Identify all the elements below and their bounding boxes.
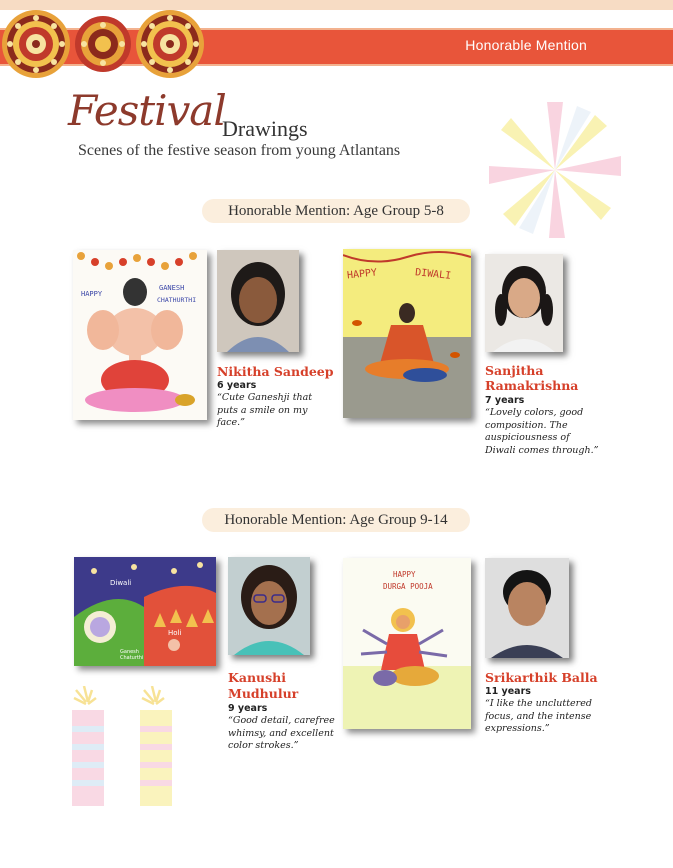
art-text-diwali: Diwali: [110, 579, 132, 587]
art-text-happy: HAPPY: [81, 290, 103, 298]
entrant-age-kanushi: 9 years: [228, 703, 268, 714]
judge-quote-kanushi: “Good detail, carefree whimsy, and excellent color strokes.”: [228, 715, 335, 751]
art-text-durga-pooja: DURGA POOJA: [383, 582, 433, 591]
entrant-name-srikarthik: Srikarthik Balla: [485, 670, 598, 685]
drawing-ganesh: [73, 250, 207, 420]
entrant-name-sanjitha-first: Sanjitha: [485, 363, 544, 378]
judge-quote-srikarthik: “I like the uncluttered focus, and the intense expressions.”: [485, 698, 592, 734]
firework-burst-icon: [485, 100, 625, 240]
header-band-title: Honorable Mention: [465, 37, 587, 53]
section-heading-age-5-8: Honorable Mention: Age Group 5-8: [202, 199, 470, 223]
entrant-name-kanushi-first: Kanushi: [228, 670, 287, 685]
photo-kanushi: [228, 557, 310, 655]
title-script: Festival: [68, 86, 226, 135]
art-text-chathurthi: CHATHURTHI: [157, 296, 197, 304]
entrant-age-srikarthik: 11 years: [485, 686, 531, 697]
mandala-ornament-icon: [0, 6, 210, 82]
art-text-holi: Holi: [168, 629, 182, 637]
photo-srikarthik: [485, 558, 569, 658]
page-subtitle: Scenes of the festive season from young Atlantans: [78, 142, 401, 159]
entrant-age-nikitha: 6 years: [217, 380, 257, 391]
art-text-ganesh: GANESH: [159, 284, 185, 292]
firecracker-decoration-icon: [64, 686, 184, 816]
entrant-name-kanushi-last: Mudhulur: [228, 686, 299, 701]
photo-sanjitha: [485, 254, 563, 352]
entrant-name-sanjitha-last: Ramakrishna: [485, 378, 579, 393]
drawing-diwali: [343, 249, 471, 418]
art-text-happy-diwali-2: DIWALI: [414, 267, 452, 282]
entrant-name-nikitha: Nikitha Sandeep: [217, 364, 334, 379]
title-plain: Drawings: [222, 116, 308, 141]
judge-quote-sanjitha: “Lovely colors, good composition. The auspiciousness of Diwali comes through.”: [485, 407, 599, 456]
drawing-festivals: [74, 557, 216, 666]
photo-nikitha: [217, 250, 299, 352]
drawing-durga-pooja: [343, 558, 471, 729]
art-text-ganesh-chaturthi: Ganesh Chaturthi: [120, 649, 144, 661]
judge-quote-nikitha: “Cute Ganeshji that puts a smile on my face.”: [217, 392, 313, 428]
section-heading-age-9-14: Honorable Mention: Age Group 9-14: [202, 508, 470, 532]
art-text-happy-diwali-1: HAPPY: [346, 267, 378, 282]
art-text-happy-durga: HAPPY: [393, 570, 416, 579]
entrant-age-sanjitha: 7 years: [485, 395, 525, 406]
